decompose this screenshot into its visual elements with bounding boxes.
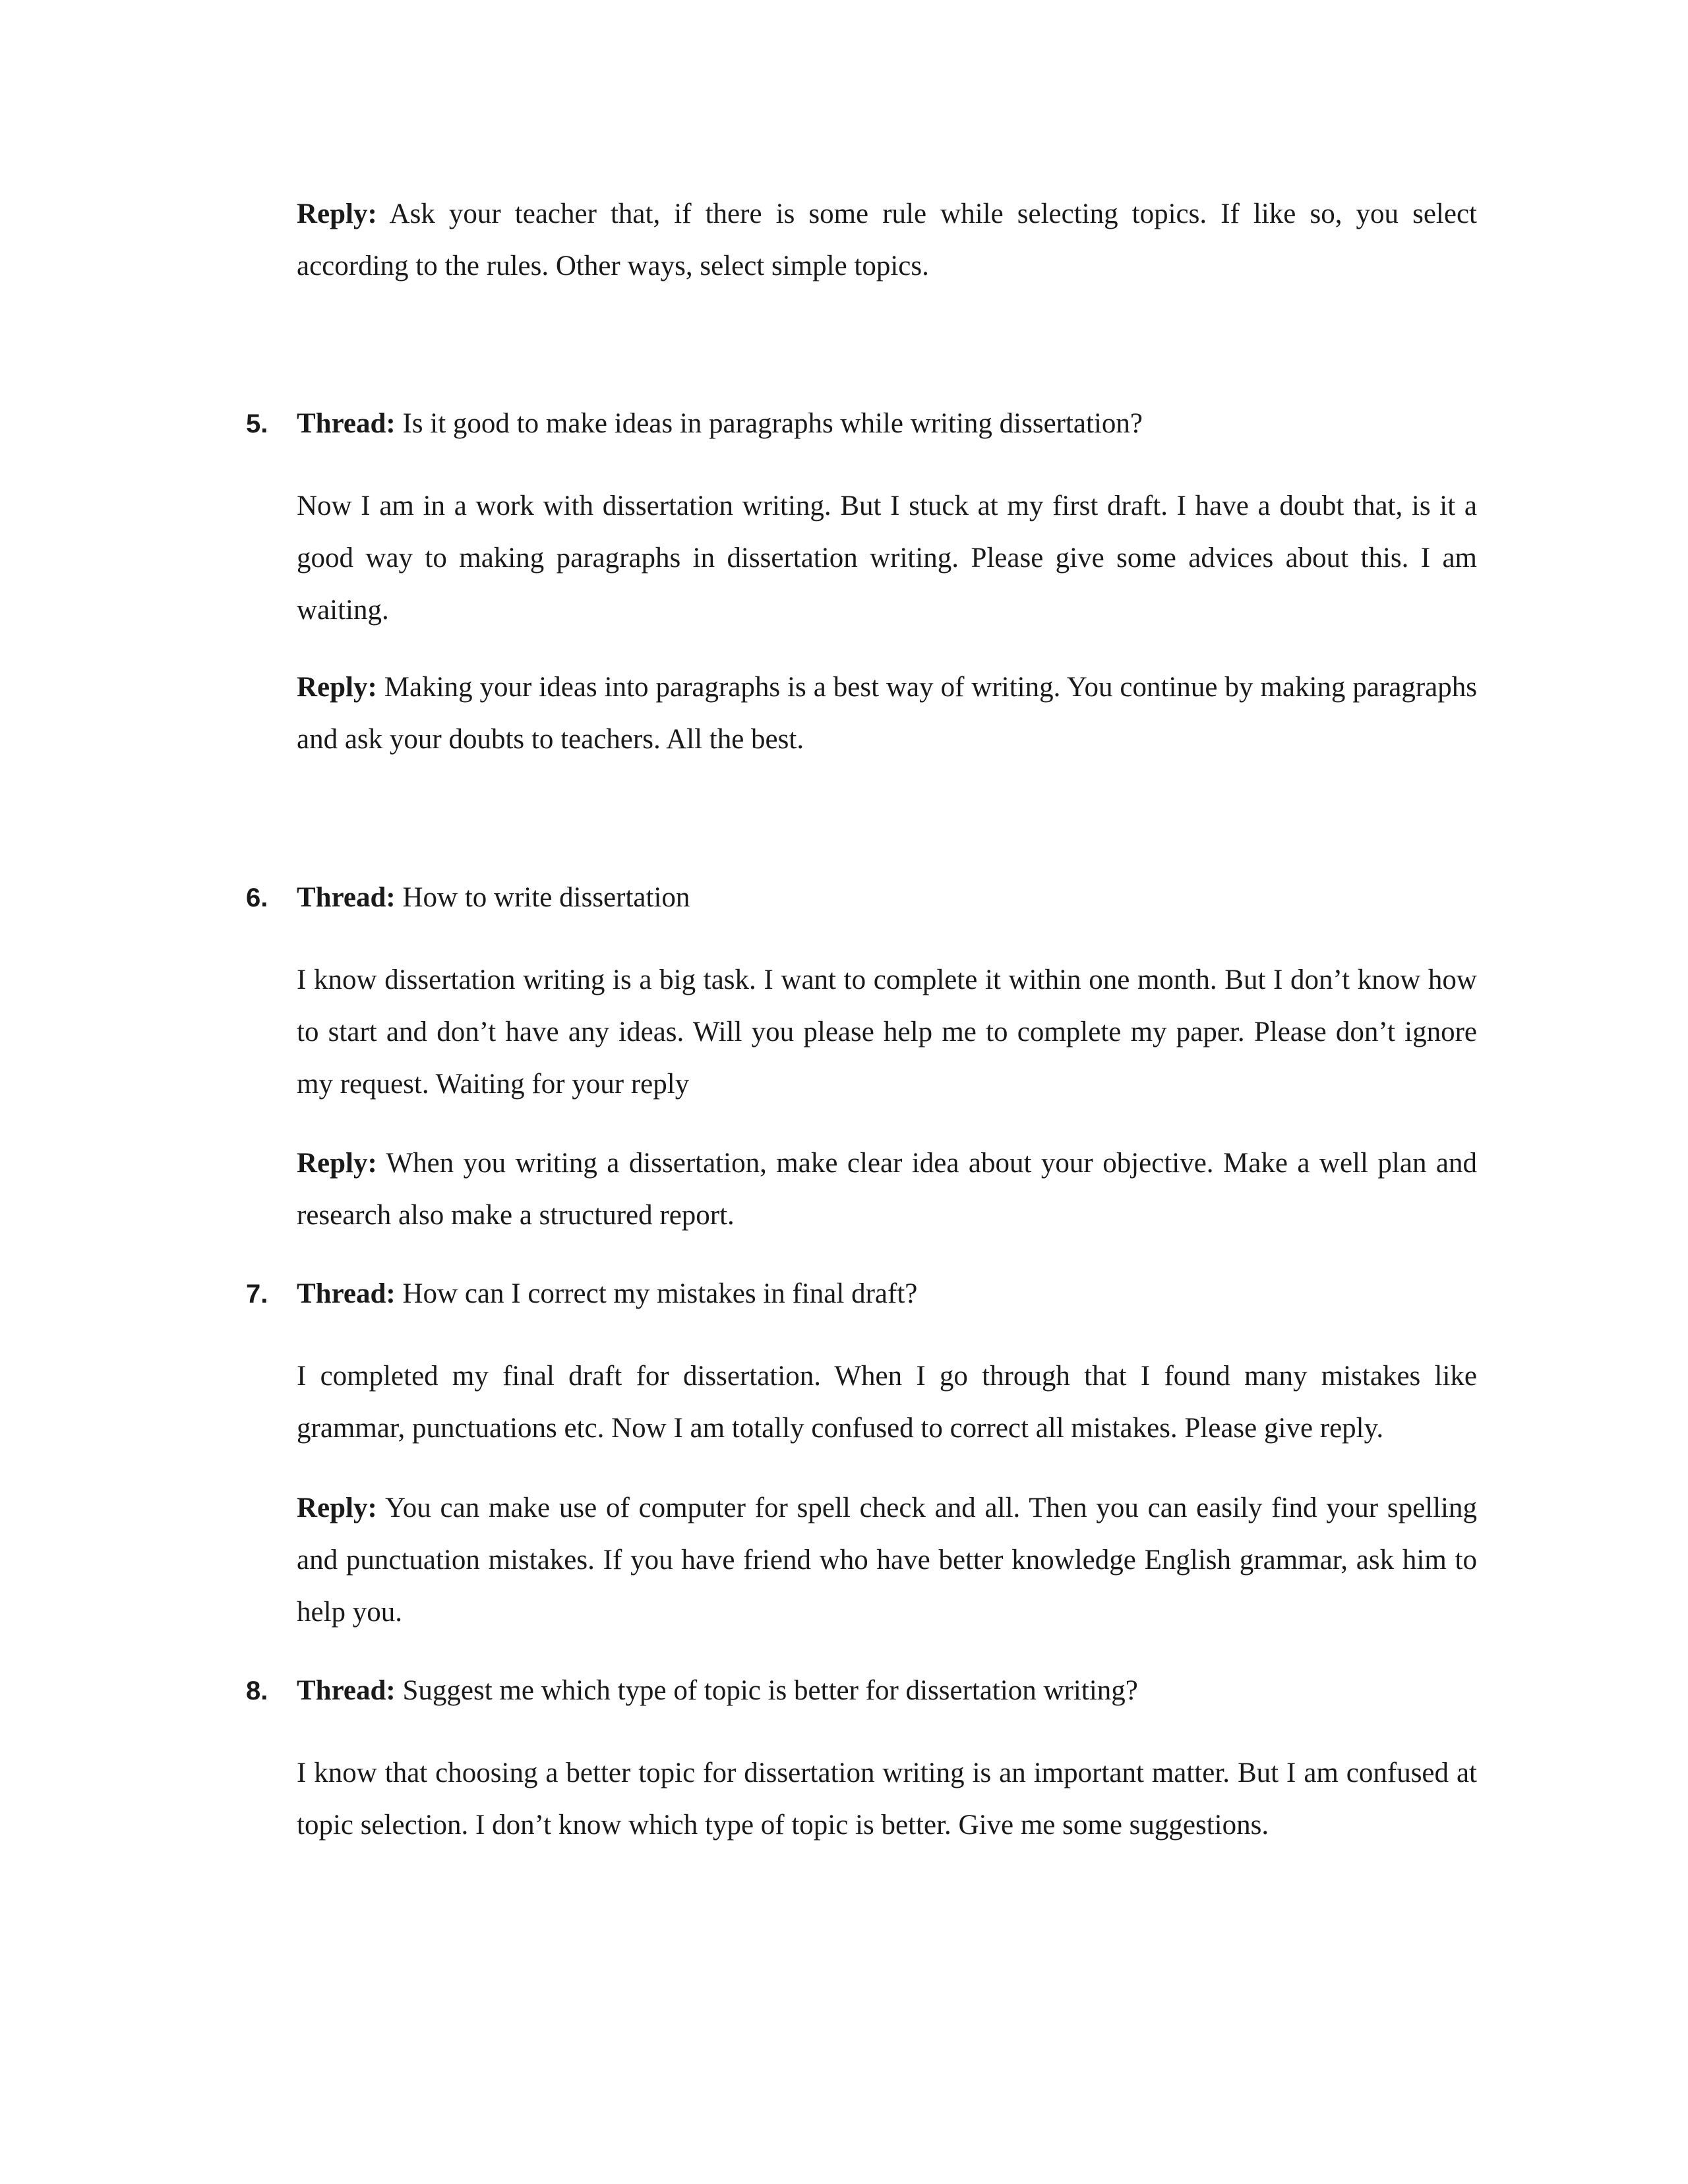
reply-label: Reply: [297, 672, 377, 703]
thread-number: 6. [246, 883, 268, 912]
reply-text: Making your ideas into paragraphs is a best way of writing. You continue by making paragraphs and ask your doubts to teachers. All the best. [297, 672, 1477, 755]
reply-text: When you writing a dissertation, make clear idea about your objective. Make a well plan and research also make a structured report. [297, 1148, 1477, 1231]
reply-text: You can make use of computer for spell check and all. Then you can easily find your spelling and punctuation mistakes. If you have friend who have better knowledge English grammar, ask him to help you. [297, 1492, 1477, 1628]
thread-heading [246, 1268, 1477, 1320]
thread-question: Now I am in a work with dissertation writing. But I stuck at my first draft. I have a doubt that, is it a good way to making paragraphs in dissertation writing. Please give some advices about this. I am waiting. [297, 490, 1477, 626]
thread-number: 5. [246, 409, 268, 438]
thread-reply-paragraph [297, 1482, 1477, 1638]
reply-label: Reply: [297, 198, 377, 229]
thread-title: How can I correct my mistakes in final draft? [402, 1278, 918, 1309]
thread-label: Thread: [297, 1278, 396, 1309]
thread-reply-paragraph [297, 1137, 1477, 1241]
thread-title: How to write dissertation [402, 882, 690, 913]
thread-number: 8. [246, 1676, 268, 1705]
thread-heading [246, 871, 1477, 924]
thread-reply-paragraph [297, 661, 1477, 765]
thread-heading [246, 1665, 1477, 1717]
thread-heading [246, 398, 1477, 450]
reply-label: Reply: [297, 1492, 377, 1523]
thread-label: Thread: [297, 408, 396, 439]
thread-question: I completed my final draft for dissertation. When I go through that I found many mistakes like grammar, punctuations etc. Now I am totally confused to correct all mistakes. Please give reply. [297, 1361, 1477, 1444]
thread-label: Thread: [297, 882, 396, 913]
reply-text: Ask your teacher that, if there is some rule while selecting topics. If like so, you select according to the rules. Other ways, select simple topics. [297, 198, 1477, 281]
thread-label: Thread: [297, 1675, 396, 1706]
thread-title: Suggest me which type of topic is better for dissertation writing? [402, 1675, 1138, 1706]
thread-number: 7. [246, 1280, 268, 1309]
reply-label: Reply: [297, 1148, 377, 1179]
thread-title: Is it good to make ideas in paragraphs while writing dissertation? [402, 408, 1143, 439]
thread-question: I know that choosing a better topic for dissertation writing is an important matter. But I am confused at topic selection. I don’t know which type of topic is better. Give me some suggestions. [297, 1757, 1477, 1841]
thread-question: I know dissertation writing is a big task. I want to complete it within one month. But I don’t know how to start and don’t have any ideas. Will you please help me to complete my paper. Please don’t ignore my request. Waiting for your reply [297, 964, 1477, 1100]
intro-reply-paragraph [297, 188, 1477, 292]
